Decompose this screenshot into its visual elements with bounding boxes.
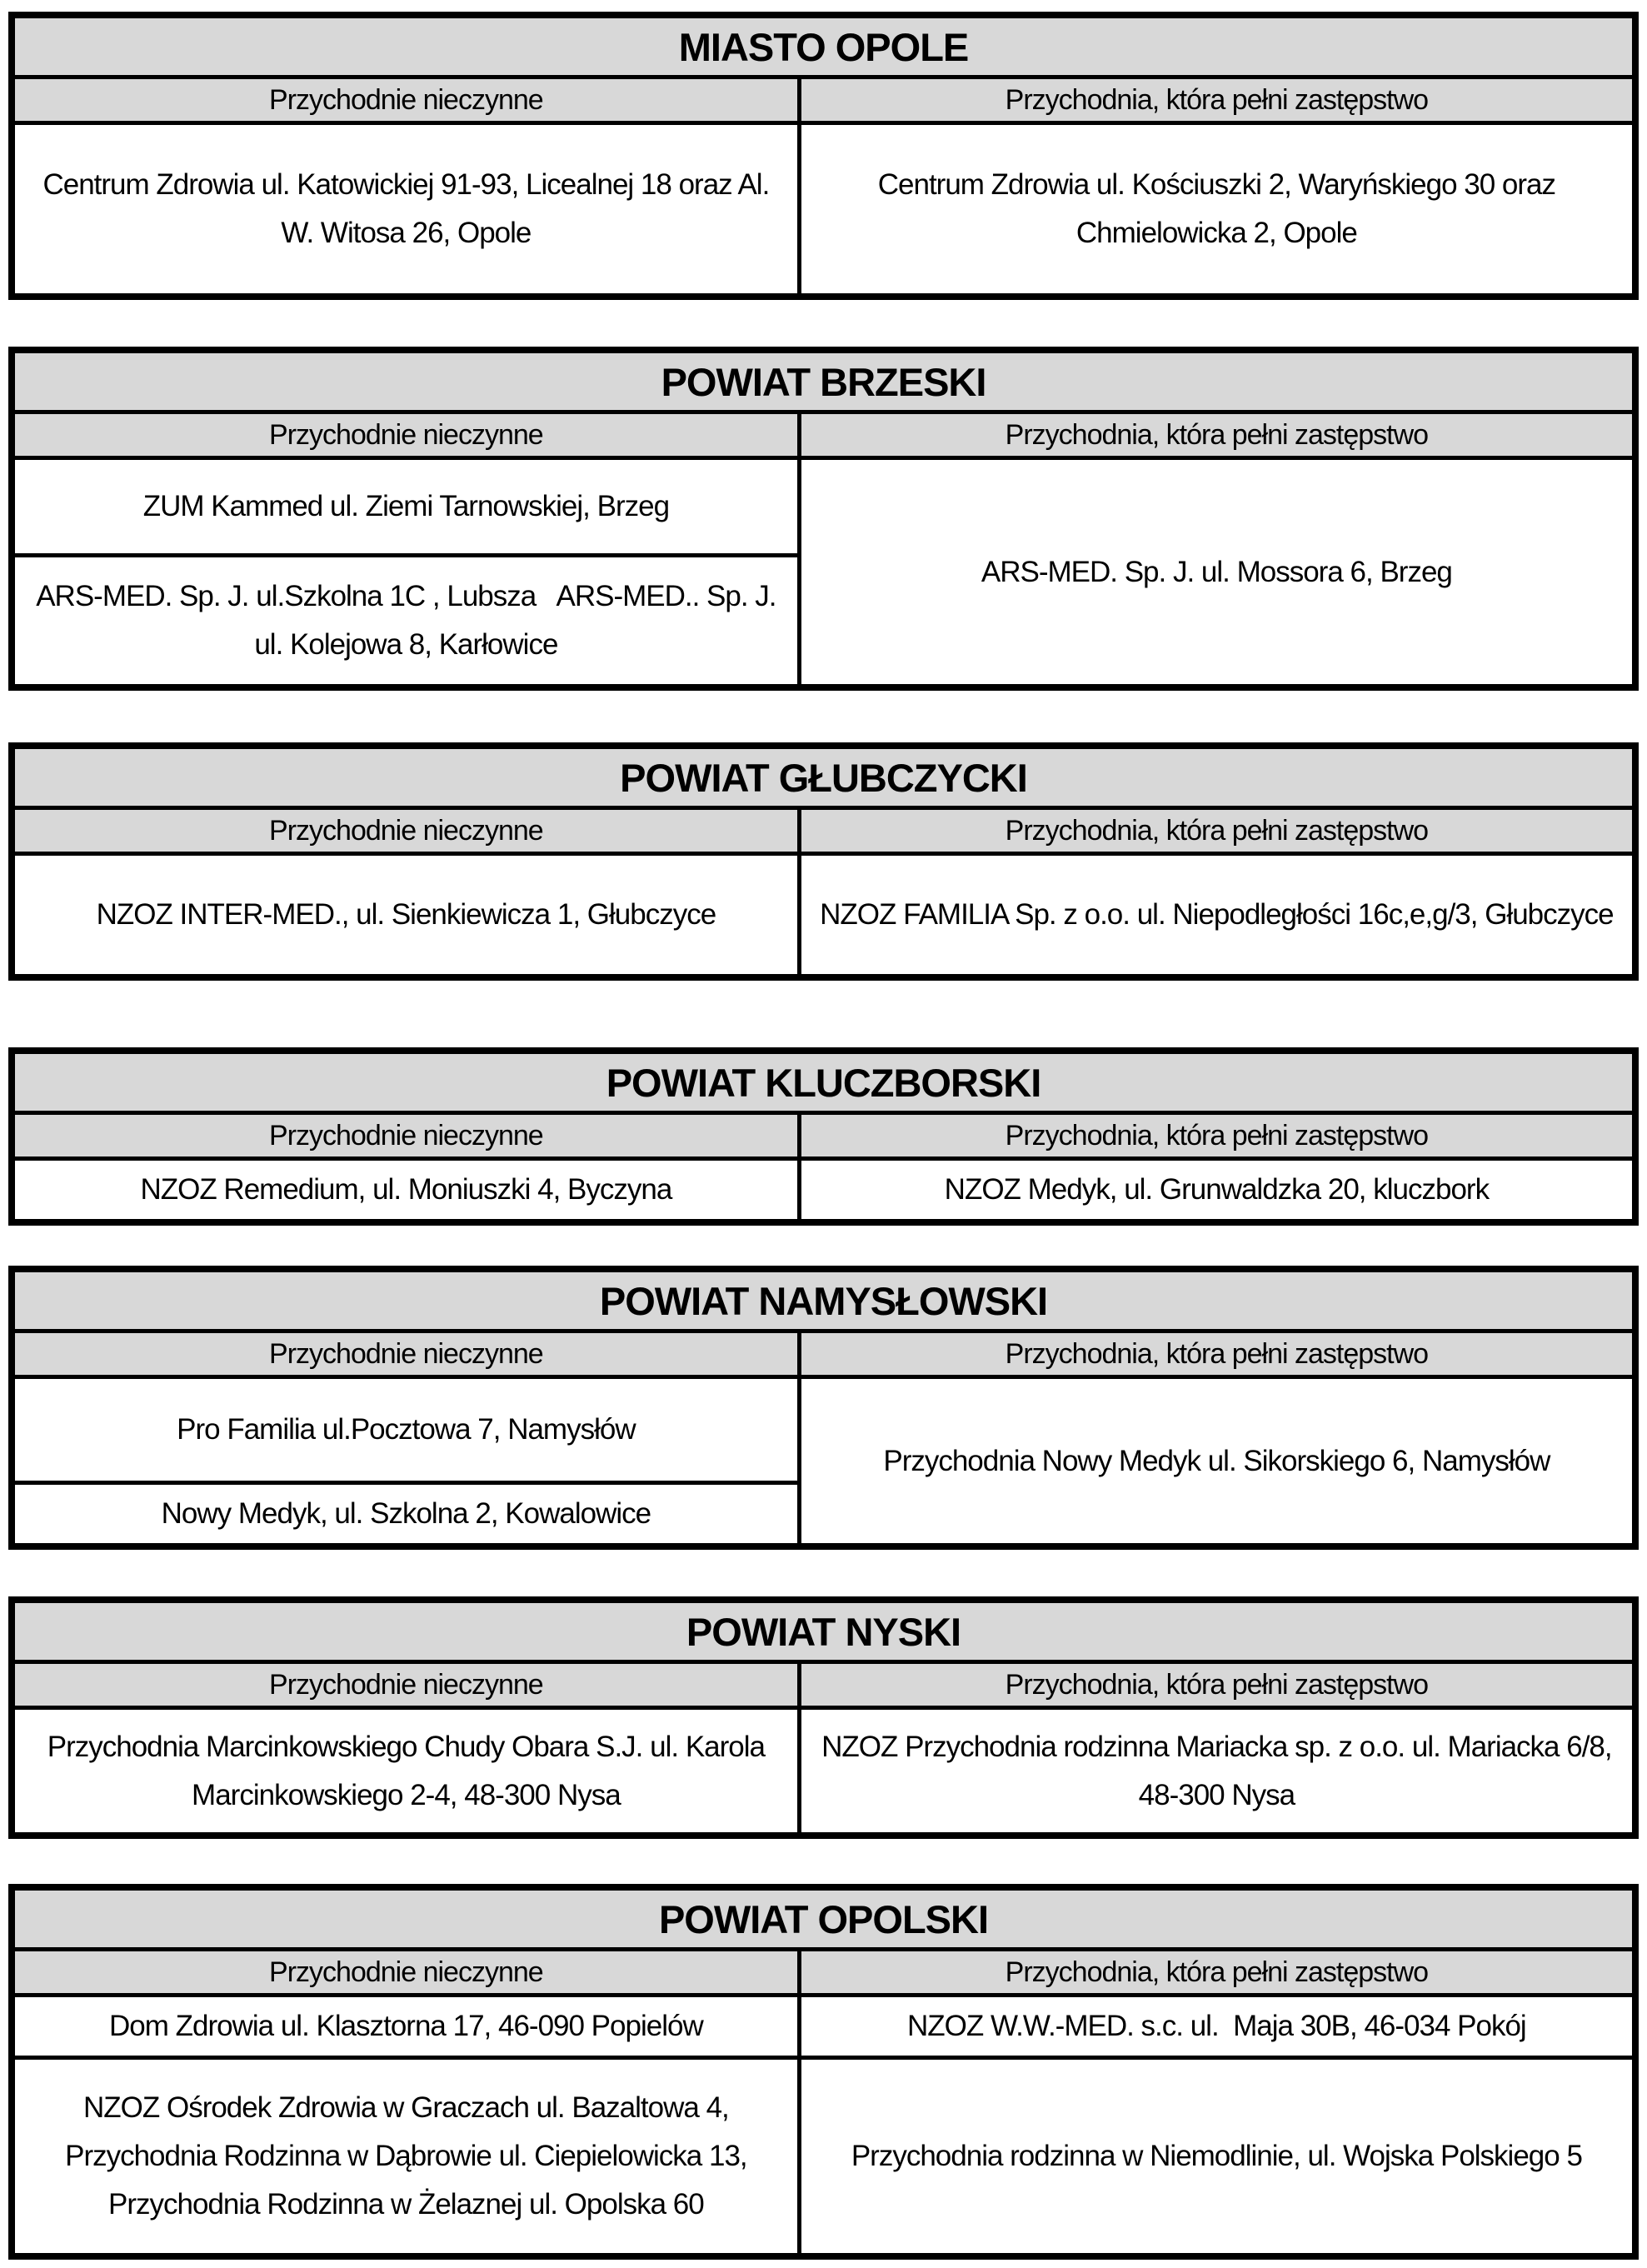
cell-closed: Pro Familia ul.Pocztowa 7, Namysłów: [12, 1377, 799, 1483]
cell-substitute: NZOZ FAMILIA Sp. z o.o. ul. Niepodległości 16c,e,g/3, Głubczyce: [799, 854, 1635, 978]
cell-substitute: ARS-MED. Sp. J. ul. Mossora 6, Brzeg: [799, 458, 1635, 688]
section-title: POWIAT GŁUBCZYCKI: [12, 746, 1635, 808]
cell-closed: Centrum Zdrowia ul. Katowickiej 91-93, Licealnej 18 oraz Al. W. Witosa 26, Opole: [12, 123, 799, 297]
column-header-closed: Przychodnie nieczynne: [12, 808, 799, 854]
cell-substitute: NZOZ W.W.-MED. s.c. ul. Maja 30B, 46-034 Pokój: [799, 1996, 1635, 2058]
cell-closed: Przychodnia Marcinkowskiego Chudy Obara S.J. ul. Karola Marcinkowskiego 2-4, 48-300 Nysa: [12, 1708, 799, 1836]
cell-closed: ARS-MED. Sp. J. ul.Szkolna 1C , Lubsza ARS-MED.. Sp. J. ul. Kolejowa 8, Karłowice: [12, 556, 799, 688]
table-miasto-opole: [8, 12, 1639, 300]
cell-substitute: Przychodnia rodzinna w Niemodlinie, ul. Wojska Polskiego 5: [799, 2058, 1635, 2257]
table-powiat-nyski: [8, 1596, 1639, 1839]
section-title: POWIAT NAMYSŁOWSKI: [12, 1269, 1635, 1331]
table-powiat-namyslowski: [8, 1266, 1639, 1550]
cell-closed: Dom Zdrowia ul. Klasztorna 17, 46-090 Popielów: [12, 1996, 799, 2058]
column-header-closed: Przychodnie nieczynne: [12, 1113, 799, 1159]
cell-substitute: NZOZ Przychodnia rodzinna Mariacka sp. z o.o. ul. Mariacka 6/8, 48-300 Nysa: [799, 1708, 1635, 1836]
column-header-closed: Przychodnie nieczynne: [12, 412, 799, 458]
table-powiat-opolski: [8, 1884, 1639, 2260]
section-title: POWIAT KLUCZBORSKI: [12, 1051, 1635, 1113]
column-header-closed: Przychodnie nieczynne: [12, 1950, 799, 1996]
cell-substitute: NZOZ Medyk, ul. Grunwaldzka 20, kluczbork: [799, 1159, 1635, 1223]
cell-closed: ZUM Kammed ul. Ziemi Tarnowskiej, Brzeg: [12, 458, 799, 556]
section-title: MIASTO OPOLE: [12, 15, 1635, 77]
cell-closed: NZOZ INTER-MED., ul. Sienkiewicza 1, Głubczyce: [12, 854, 799, 978]
section-title: POWIAT BRZESKI: [12, 350, 1635, 412]
cell-closed: NZOZ Remedium, ul. Moniuszki 4, Byczyna: [12, 1159, 799, 1223]
cell-closed: Nowy Medyk, ul. Szkolna 2, Kowalowice: [12, 1483, 799, 1547]
section-title: POWIAT OPOLSKI: [12, 1887, 1635, 1950]
column-header-substitute: Przychodnia, która pełni zastępstwo: [799, 1331, 1635, 1377]
column-header-substitute: Przychodnia, która pełni zastępstwo: [799, 1950, 1635, 1996]
cell-substitute: Centrum Zdrowia ul. Kościuszki 2, Waryńskiego 30 oraz Chmielowicka 2, Opole: [799, 123, 1635, 297]
column-header-closed: Przychodnie nieczynne: [12, 1662, 799, 1708]
column-header-substitute: Przychodnia, która pełni zastępstwo: [799, 77, 1635, 123]
cell-closed: NZOZ Ośrodek Zdrowia w Graczach ul. Bazaltowa 4, Przychodnia Rodzinna w Dąbrowie ul. Ciepielowicka 13, Przychodnia Rodzinna w Żelaznej ul. Opolska 60: [12, 2058, 799, 2257]
column-header-closed: Przychodnie nieczynne: [12, 1331, 799, 1377]
cell-substitute: Przychodnia Nowy Medyk ul. Sikorskiego 6, Namysłów: [799, 1377, 1635, 1547]
table-powiat-kluczborski: [8, 1047, 1639, 1226]
column-header-substitute: Przychodnia, która pełni zastępstwo: [799, 412, 1635, 458]
column-header-substitute: Przychodnia, która pełni zastępstwo: [799, 808, 1635, 854]
table-powiat-brzeski: [8, 347, 1639, 691]
column-header-substitute: Przychodnia, która pełni zastępstwo: [799, 1662, 1635, 1708]
table-powiat-glubczycki: [8, 742, 1639, 981]
column-header-closed: Przychodnie nieczynne: [12, 77, 799, 123]
column-header-substitute: Przychodnia, która pełni zastępstwo: [799, 1113, 1635, 1159]
section-title: POWIAT NYSKI: [12, 1600, 1635, 1662]
